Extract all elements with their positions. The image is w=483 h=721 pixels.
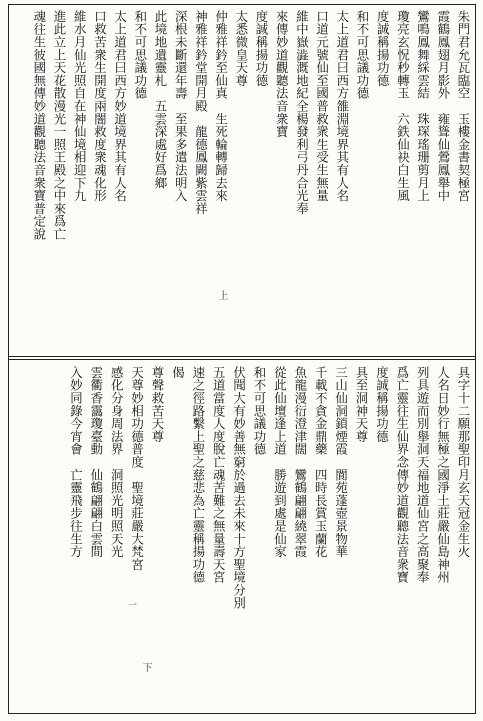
- block-divider: [8, 356, 476, 357]
- top-column-line-18: 太上道君曰西方妙道境界其有人名: [112, 10, 128, 202]
- top-column-line-9: 維中嶽澁溉地紀全楊發利弓丹合光奉: [294, 10, 310, 215]
- top-column-line-4: 瓊亮玄怳秒轉玉 六鉄仙袂白生風: [395, 10, 411, 202]
- bottom-column-line-3: 列具遊而別舉洞天福地道仙宮之高聚奉: [415, 366, 431, 584]
- bottom-column-line-1: 具字十二願那聖印月玄天冠金生火: [456, 366, 471, 558]
- top-column-line-20: 維水月仙光照自在神仙境相迎下九: [72, 10, 88, 202]
- bottom-column-line-14: 速之徑路繫上聖之慈悲為亡靈稱揚功德: [190, 366, 206, 584]
- top-column-line-15: 深根未斷還年壽 至果多遣法明入: [173, 10, 189, 202]
- top-column-line-22: 魂往生彼國無傳妙道觀聽法音衆寶普定說: [31, 10, 47, 241]
- top-column-line-7: 太上道君曰西方雒淵境界其有人名: [334, 10, 350, 202]
- top-column-line-3: 鸞鳴鳳舞綵雲結 珠琛瑤珊剪月上: [415, 10, 431, 202]
- top-column-line-6: 和不可思議功德: [355, 10, 370, 100]
- bottom-column-line-11: 和不可思議功德: [252, 366, 267, 456]
- bottom-column-line-13: 五道當度人度脫亡魂苦難之無量壽天宮: [211, 366, 227, 584]
- top-column-line-1: 朱門君允瓦臨空 玉樓金書契極宮: [456, 10, 471, 202]
- top-column-line-19: 口救苦衆生開度兩闇救度衆魂化形: [92, 10, 108, 202]
- top-column-line-10: 來傳妙道觀聽法音衆寶: [274, 10, 290, 138]
- top-column-line-14: 神雅祥鈐堂開月殿 龍德鳳闕紫雲祥: [193, 10, 209, 215]
- top-column-line-16: 此境地遺靈札 五雲深處好爲鄉: [153, 10, 168, 190]
- bottom-column-line-18: 感化分身周法界 洞照光明照天光: [109, 366, 125, 558]
- bottom-column-line-2: 人名日妙行無極之國淨土莊嚴仙島神州: [435, 366, 451, 584]
- top-column-line-17: 和不可思議功德: [132, 10, 148, 100]
- top-column-line-8: 口道元號仙至國普救衆生受生無量: [314, 10, 330, 202]
- bottom-column-line-17: 天尊妙相功德普度 聖境莊嚴大梵宮: [129, 366, 145, 571]
- page-mark-bottom: 下: [140, 662, 151, 672]
- top-column-line-13: 仲雅祥鈐至仙真 生死輪轉歸去來: [213, 10, 229, 202]
- top-column-line-12: 太悉微皇天尊: [233, 10, 249, 87]
- block-divider-2: [8, 359, 476, 360]
- bottom-column-line-8: 千載不貪金鼎藥 四時長賞玉蘭花: [313, 366, 329, 558]
- stroke-mark: 一: [128, 601, 138, 611]
- page-mark-top: 上: [216, 290, 227, 300]
- bottom-column-line-20: 入妙同錄今宵會 亡靈飛步往生方: [68, 366, 84, 558]
- top-column-line-11: 度誠稱揚功德: [254, 10, 269, 87]
- top-column-line-5: 度誠稱揚功德: [375, 10, 391, 87]
- bottom-column-line-15: 偈: [170, 366, 186, 379]
- bottom-column-line-9: 魚龍漫衍澄津闊 鸞鶴翩翩繞翠霞: [292, 366, 308, 558]
- bottom-column-line-4: 爲亡靈往生仙界念傳妙道觀聽法音衆寶: [394, 366, 410, 584]
- bottom-column-line-12: 伏聞大有妙善無窮於過去未來十方聖境分別: [231, 366, 247, 610]
- bottom-column-line-7: 三山仙洞鎖煙霞 閬苑蓬壺景物華: [333, 366, 349, 558]
- bottom-column-line-5: 度誠稱揚功德: [374, 366, 390, 443]
- top-column-line-21: 進此立上天花散漫光一照王殿之中來爲亡: [52, 10, 67, 241]
- bottom-column-line-6: 具至洞神天尊: [354, 366, 369, 443]
- bottom-column-line-19: 雲衢香靄瓊臺動 仙鶴翩翩白雲間: [88, 366, 104, 558]
- bottom-column-line-10: 從此仙壇逢上道 勝遊到處是仙家: [272, 366, 288, 558]
- top-column-line-2: 霞鶴鳳翅月影外 雍聳仙鶯鳳舉中: [435, 10, 451, 202]
- bottom-column-line-16: 尊聲救苦天尊: [150, 366, 165, 443]
